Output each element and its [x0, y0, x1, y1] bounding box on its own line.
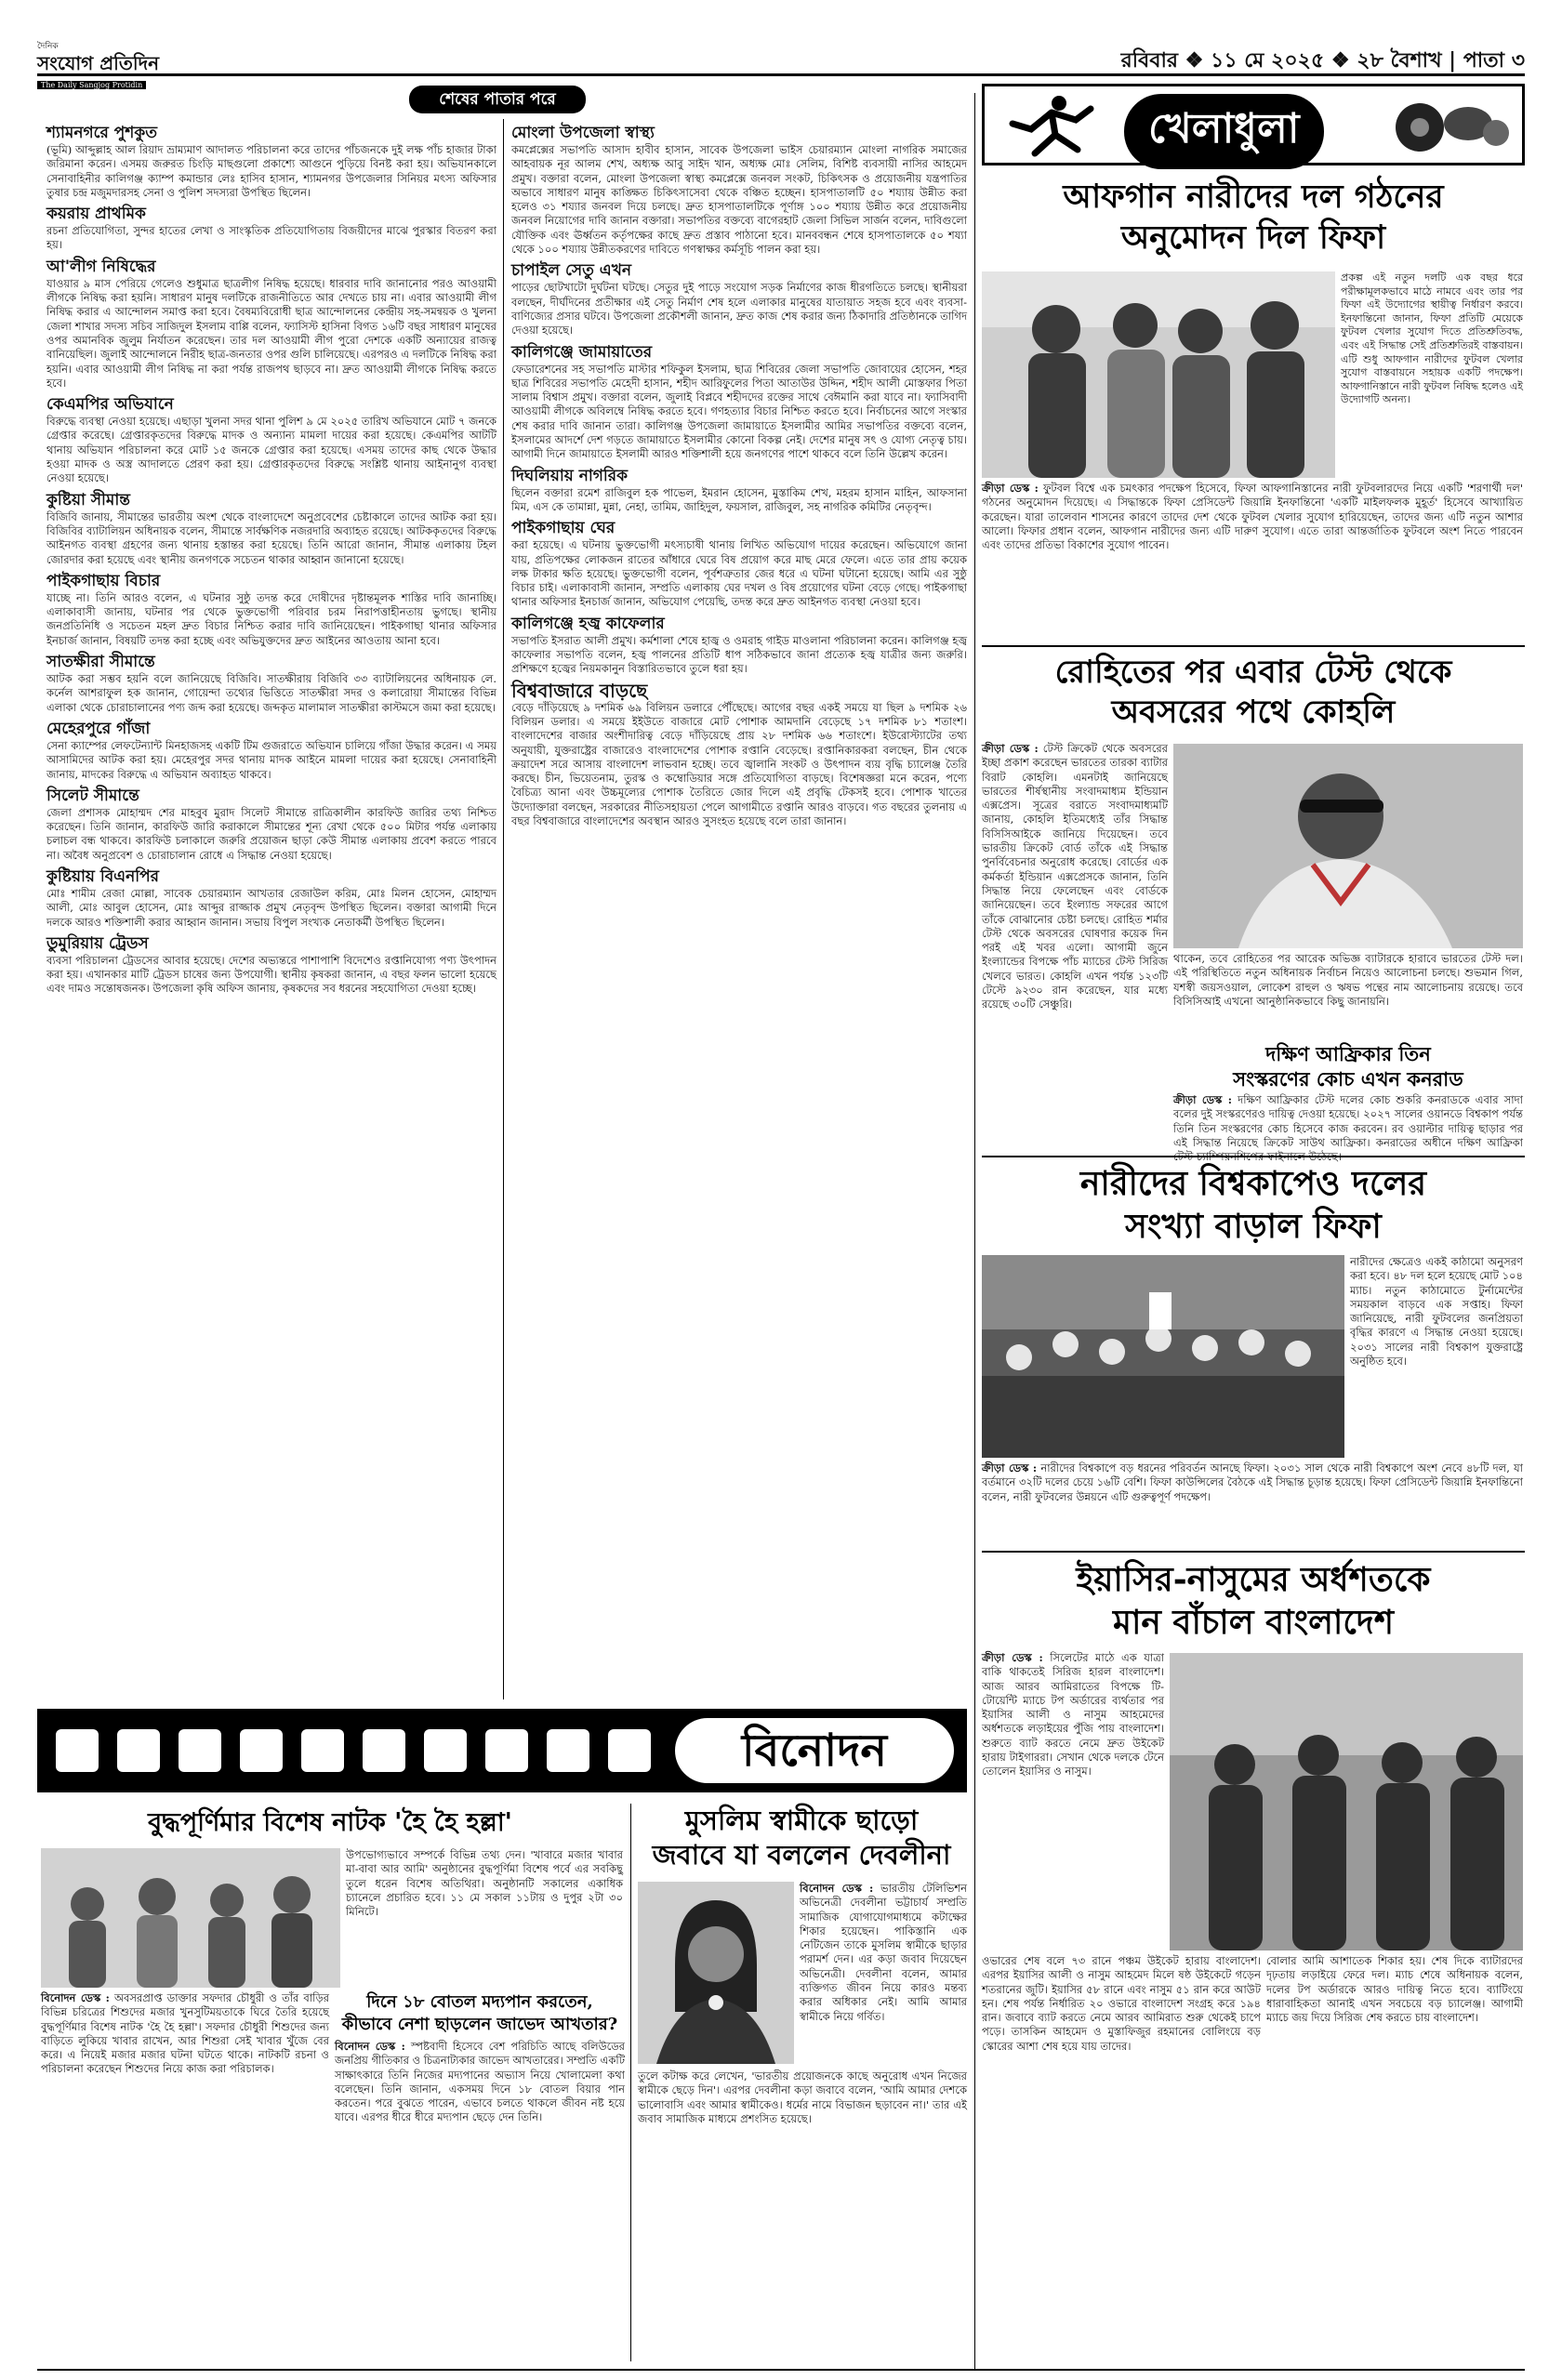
story-head: কুষ্টিয়ায় বিএনপির: [46, 866, 159, 886]
story-head: বিশ্ববাজারে বাড়ছে: [511, 679, 648, 702]
article-text: টেস্ট ক্রিকেট থেকে অবসরের ইচ্ছা প্রকাশ করেছেন ভারতের তারকা ব্যাটার বিরাট কোহলি। এমনটাই জানিয়েছে ভারতের শীর্ষস্থানীয় সংবাদমাধ্যম ইন্ডিয়ান এক্সপ্রেস। সূত্রের বরাতে সংবাদমাধ্যমটি জানায়, কোহলি ইতিমধ্যেই তাঁর সিদ্ধান্ত বিসিসিআইকে জানিয়ে দিয়েছেন। তবে ভারতীয় ক্রিকেট বোর্ড তাঁকে এই সিদ্ধান্ত পুনর্বিবেচনার অনুরোধ করেছে। বোর্ডের এক কর্মকর্তা ইন্ডিয়ান এক্সপ্রেসকে জানান, তিনি সিদ্ধান্ত নিয়ে ফেলেছেন এবং বোর্ডকে জানিয়েছেন। তবে ইংল্যান্ড সফরের আগে তাঁকে বোঝানোর চেষ্টা চলছে। রোহিত শর্মার টেস্ট থেকে অবসরের ঘোষণার কয়েক দিন পরই এই খবর এলো। আগামী জুনে ইংল্যান্ডের বিপক্ষে পাঁচ ম্যাচের টেস্ট সিরিজ খেলবে ভারত। কোহলি এখন পর্যন্ত ১২৩টি টেস্টে ৯২৩০ রান করেছেন, যার মধ্যে রয়েছে ৩০টি সেঞ্চুরি।: [982, 742, 1168, 1012]
article-text: সিলেটের মাঠে এক যাত্রা বাকি থাকতেই সিরিজ হারল বাংলাদেশ। আজ আরব আমিরাতের বিপক্ষে টি-টোয়েন্টি ম্যাচে টপ অর্ডারের ব্যর্থতার পর ইয়াসির আলী ও নাসুম আহমেদের অর্ধশতকে লড়াইয়ের পুঁজি পায় বাংলাদেশ। শুরুতে ব্যাট করতে নেমে দ্রুত উইকেট হারায় টাইগাররা। সেখান থেকে দলকে টেনে তোলেন ইয়াসির ও নাসুম।: [982, 1651, 1164, 1778]
runner-icon: [994, 92, 1105, 159]
article-byline: ক্রীড়া ডেস্ক :: [982, 1461, 1038, 1474]
story-body: বিরুদ্ধে ব্যবস্থা নেওয়া হয়েছে। এছাড়া খুলনা সদর থানা পুলিশ ৯ মে ২০২৫ তারিখ অভিযানে মোট ৭ জনকে গ্রেপ্তার করেছে। গ্রেপ্তারকৃতদের বিরুদ্ধে মাদক ও অন্যান্য মামলা দায়ের করা হয়েছে। কেএমপির আটটি থানায় অভিযান পরিচালনা করে মোট ১৫ জনকে গ্রেপ্তার করা হয়েছে। এসময় তাদের কাছ থেকে উদ্ধার হওয়া মাদক ও অস্ত্র আদালতে প্রেরণ করা হয়। গ্রেপ্তারকৃতদের বিরুদ্ধে সংশ্লিষ্ট থানায় আইনানুগ ব্যবস্থা নেওয়া হয়েছে।: [46, 415, 496, 485]
article-headline: [982, 1558, 1525, 1644]
article-byline: ক্রীড়া ডেস্ক :: [982, 742, 1039, 755]
film-hole: [179, 1729, 221, 1772]
story-body: সেনা ক্যাম্পের লেফটেন্যান্ট মিনহাজসহ একটি টিম গুজরাতে অভিযান চালিয়ে গাঁজা উদ্ধার করেন। এ সময় আসামিদের আটক করা হয়। মেহেরপুর সদর থানায় মাদক আইনে মামলা দায়ের করা হয়েছে। সেনাবাহিনী জানায়, মাদকের বিরুদ্ধে এ অভিযান অব্যাহত থাকবে।: [46, 738, 496, 781]
article-divider: [982, 645, 1525, 647]
film-hole: [547, 1729, 589, 1772]
entertainment-title: বিনোদন: [675, 1718, 954, 1783]
story-body: পাড়ের ছোটখাটো দুর্ঘটনা ঘটছে। সেতুর দুই পাড়ে সংযোগ সড়ক নির্মাণের কাজ ধীরগতিতে চলছে। স্থানীয়রা বলছেন, দীর্ঘদিনের প্রতীক্ষার এই সেতু নির্মাণ শেষ হলে এলাকার মানুষের যাতায়াত সহজ হবে এবং ব্যবসা-বাণিজ্যের প্রসার ঘটবে। উপজেলা প্রকৌশলী জানান, দ্রুত কাজ শেষ করার জন্য ঠিকাদারি প্রতিষ্ঠানকে তাগিদ দেওয়া হয়েছে।: [511, 281, 967, 337]
article-byline: ক্রীড়া ডেস্ক :: [982, 482, 1039, 495]
story-head: কালিগঞ্জে হজ্ব কাফেলার: [511, 614, 665, 633]
film-hole: [56, 1729, 99, 1772]
story-head: ডুমুরিয়ায় ট্রেডস: [46, 933, 149, 953]
article-body: [982, 742, 1168, 1151]
column-divider: [503, 119, 504, 1699]
photo-graphic: [1173, 744, 1523, 948]
article-headline: [982, 177, 1525, 258]
article-headline: বুদ্ধপূর্ণিমার বিশেষ নাটক 'হৈ হৈ হল্লা': [148, 1808, 512, 1837]
story-body: মোঃ শামীম রেজা মোল্লা, সাবেক চেয়ারম্যান আখতার রেজাউল করিম, মোঃ মিলন হোসেন, মোহাম্মদ আলী, মোঃ আবুল হোসেন, মোঃ আব্দুর রাজ্জাক প্রমুখ নেতৃবৃন্দ উপস্থিত ছিলেন। বক্তারা আগামী দিনে দলকে আরও শক্তিশালী করার আহ্বান জানান। সভায় বিপুল সংখ্যক নেতাকর্মী উপস্থিত ছিলেন।: [46, 886, 496, 929]
story-body: বিজিবি জানায়, সীমান্তের ভারতীয় অংশ থেকে বাংলাদেশে অনুপ্রবেশের চেষ্টাকালে তাদের আটক করা হয়। বিজিবির ব্যাটালিয়ন অধিনায়ক বলেন, সীমান্তে সার্বক্ষণিক নজরদারি অব্যাহত রয়েছে। আটককৃতদের বিরুদ্ধে আইনগত ব্যবস্থা গ্রহণের জন্য থানায় হস্তান্তর করা হয়েছে। তিনি আরো জানান, সীমান্ত এলাকায় টহল জোরদার করা হয়েছে এবং স্থানীয় জনগণকে সচেতন থাকার আহ্বান জানানো হয়েছে।: [46, 509, 496, 566]
story-body: আটক করা সম্ভব হয়নি বলে জানিয়েছে বিজিবি। সাতক্ষীরায় বিজিবি ৩৩ ব্যাটালিয়নের অধিনায়ক লে. কর্নেল আশরাফুল হক জানান, গোয়েন্দা তথ্যের ভিত্তিতে সাতক্ষীরা সদর ও কলারোয়া সীমান্তের বিভিন্ন এলাকা থেকে চোরাচালানের পণ্য জব্দ করা হয়েছে। জব্দকৃত মালামাল সাতক্ষীরা কাস্টমসে জমা করা হয়েছে।: [46, 672, 496, 714]
headline-line: অনুমোদন দিল ফিফা: [1120, 218, 1386, 257]
headline-line: আফগান নারীদের দল গঠনের: [1063, 178, 1444, 216]
article-text: ফুটবল বিশ্বে এক চমৎকার পদক্ষেপ হিসেবে, ফিফা আফগানিস্তানের নারী ফুটবলারদের নিয়ে একটি 'শরণার্থী দল' গঠনের অনুমোদন দিয়েছে। এ সিদ্ধান্তকে ফিফা প্রেসিডেন্ট জিয়ান্নি ইনফান্তিনো 'একটি মাইলফলক মুহূর্ত' হিসেবে আখ্যায়িত করেছেন। যারা তালেবান শাসনের কারণে তাদের দেশ থেকে ফুটবল খেলার সুযোগ হারিয়েছেন, তাদের জন্য এটি নতুন আশার আলো। ফিফার প্রধান বলেন, আফগান নারীদের জন্য এটি দারুণ সুযোগ। এতে তারা আন্তর্জাতিক ফুটবলে অংশ নিতে পারবেন এবং তাদের প্রতিভা বিকাশের সুযোগ পাবেন।: [982, 482, 1524, 552]
article-body-bottom-right: বোলার আমি আশাতেক শিকার হয়। শেষ দিকে ব্যাটারদের দৃঢ়তায় লড়াইয়ে ফেরে দল। ম্যাচ শেষে অধিনায়ক বলেন, দলের টপ অর্ডারকে আরও দায়িত্ব নিতে হবে। ব্যাটিংয়ে ধারাবাহিকতা আনাই এখন সবচেয়ে বড় চ্যালেঞ্জ। আগামী ম্যাচে জয় দিয়ে সিরিজ শেষ করতে চায় বাংলাদেশ।: [1266, 1954, 1523, 2025]
article-body: [982, 482, 1523, 641]
middle-column: [511, 119, 967, 1699]
headline-line: ইয়াসির-নাসুমের অর্ধশতকে: [1076, 1560, 1431, 1599]
headline-line: জবাবে যা বললেন দেবলীনা: [652, 1839, 951, 1871]
article-headline: [982, 1162, 1525, 1248]
brand-top: দৈনিক: [37, 42, 59, 51]
film-hole: [240, 1729, 283, 1772]
article-text: দক্ষিণ আফ্রিকার টেস্ট দলের কোচ শুকরি কনরাডকে এবার সাদা বলের দুই সংস্করণেরও দায়িত্ব দেওয়া হয়েছে। ২০২৭ সালের ওয়ানডে বিশ্বকাপ পর্যন্ত তিনি তিন সংস্করণের কোচ হিসেবে কাজ করবেন। রব ওয়াল্টার দায়িত্ব ছাড়ার পর এই সিদ্ধান্ত নিয়েছে ক্রিকেট সাউথ আফ্রিকা। কনরাডের অধীনে দক্ষিণ আফ্রিকা: [1173, 1093, 1523, 1149]
masthead: [37, 39, 1525, 89]
story-body: যাচ্ছে না। তিনি আরও বলেন, এ ঘটনার সুষ্ঠু তদন্ত করে দোষীদের দৃষ্টান্তমূলক শাস্তির দাবি জানাচ্ছি। এলাকাবাসী জানায়, ঘটনার পর থেকে ভুক্তভোগী পরিবার চরম নিরাপত্তাহীনতায় ভুগছে। স্থানীয় জনপ্রতিনিধি ও সচেতন মহল দ্রুত বিচার নিশ্চিত করার দাবি জানিয়েছেন। পাইকগাছা থানার অফিসার ইনচার্জ জানান, বিষয়টি তদন্ত করা হচ্ছে এবং অভিযুক্তদের দ্রুত আইনের আওতায় আনা হবে।: [46, 590, 496, 647]
headline-line: কীভাবে নেশা ছাড়লেন জাভেদ আখতার?: [341, 2015, 618, 2034]
article-text: ভারতীয় টেলিভিশন অভিনেত্রী দেবলীনা ভট্টাচার্য সম্প্রতি সামাজিক যোগাযোগমাধ্যমে কটাক্ষের শিকার হয়েছেন। পাকিস্তানি এক নেটিজেন তাকে মুসলিম স্বামীকে ছাড়ার পরামর্শ দেন। এর কড়া জবাব দিয়েছেন অভিনেত্রী। দেবলীনা বলেন, আমার ব্যক্তিগত জীবন নিয়ে কারও মন্তব্য করার অধিকার নেই। আমি আমার স্বামীকে নিয়ে গর্বিত।: [800, 1882, 967, 2023]
article-byline: ক্রীড়া ডেস্ক :: [1173, 1093, 1233, 1106]
continued-banner: শেষের পাতার পরে: [409, 86, 586, 113]
article-body: [982, 1651, 1164, 1949]
story-head: আ'লীগ নিষিদ্ধের: [46, 257, 156, 276]
story-body: যাওয়ার ৯ মাস পেরিয়ে গেলেও শুধুমাত্র ছাত্রলীগ নিষিদ্ধ হয়েছে। ধারবার দাবি জানানোর পরও আওয়ামী লীগকে নিষিদ্ধ করা হয়নি। সাধারণ মানুষ দলটিকে রাজনীতিতে আর দেখতে চায় না। এবার আওয়ামী লীগ নিষিদ্ধ করার এ আন্দোলন সমাপ্ত করা হবে। বৈষম্যবিরোধী ছাত্র আন্দোলনের কেন্দ্রীয় সহ-সমন্বয়ক ও খুলনা জেলা শাখার সদস্য সচিব সাজিদুল ইসলাম বাপ্পি বলেন, ফ্যাসিস্ট হাসিনা বিগত ১৬টি বছর সাধারণ মানুষের ওপর অমানবিক জুলুম নির্যাতন করেছেন। তার দল আওয়ামী লীগ পুরো দেশকে একটি অন্যায়ের রাজত্ব বানিয়েছিল। জুলাই আন্দোলনে নিরীহ ছাত্র-জনতার ওপর গুলি চালিয়েছে। এরপরও এ দলটিকে নিষিদ্ধ করা হয়নি। এবার আওয়ামী লীগ নিষিদ্ধ না করা পর্যন্ত রাজপথ ছাড়বে না। দ্রুত আওয়ামী লীগকে নিষিদ্ধ করতে হবে।: [46, 276, 496, 390]
article-body-right: থাকেন, তবে রোহিতের পর আরেক অভিজ্ঞ ব্যাটারকে হারাবে ভারতের টেস্ট দল। এই পরিস্থিতিতে নতুন অধিনায়ক নির্বাচন নিয়েও আলোচনা চলছে। শুভমান গিল, যশস্বী জয়সওয়াল, লোকেশ রাহুল ও ঋষভ পন্থের নাম আলোচনায় রয়েছে। তবে বিসিসিআই এখনো আনুষ্ঠানিকভাবে কিছু জানায়নি।: [1173, 952, 1523, 1008]
story-head: কালিগঞ্জে জামায়াতের: [511, 342, 653, 362]
article-byline: বিনোদন ডেস্ক :: [335, 2040, 405, 2053]
article-side: নারীদের ক্ষেত্রেও একই কাঠামো অনুসরণ করা হবে। ৪৮ দল হলে হয়েছে মোট ১০৪ ম্যাচ। নতুন কাঠামোতে টুর্নামেন্টের সময়কাল বাড়বে এক সপ্তাহ। ফিফা জানিয়েছে, নারী ফুটবলের জনপ্রিয়তা বৃদ্ধির কারণে এ সিদ্ধান্ত নেওয়া হয়েছে। ২০৩১ সালের নারী বিশ্বকাপ যুক্তরাষ্ট্রে অনুষ্ঠিত হবে।: [1350, 1255, 1523, 1368]
story-body: (ভূমি) আব্দুল্লাহ আল রিয়াদ ভ্রাম্যমাণ আদালত পরিচালনা করে তাদের পাঁচজনকে দুই লক্ষ পাঁচ হাজার টাকা জরিমানা করেন। এসময় জরুরত চিংড়ি মাছগুলো প্রকাশ্যে আগুনে পুড়িয়ে বিনষ্ট করা হয়। অভিযানকালে সেনাবাহিনীর কালিগঞ্জ ক্যাম্প কমান্ডার লেঃ হাসিব হাসান, শ্যামনগর উপজেলার সিনিয়র মৎস্য অফিসার তুষার চন্দ্র মজুমদারসহ সেনা ও পুলিশ সদস্যরা উপস্থিত ছিলেন।: [46, 143, 496, 199]
photo-graphic: [41, 1848, 340, 1988]
sports-title: খেলাধুলা: [1124, 94, 1324, 169]
film-hole: [608, 1729, 651, 1772]
article-divider: [982, 1156, 1525, 1157]
article-body-bottom: তুলে কটাক্ষ করে লেখেন, 'ভারতীয় প্রয়োজনকে কাছে অনুরোধ এখন নিজের স্বামীকে ছেড়ে দিন'। এরপর দেবলীনা কড়া জবাবে বলেন, 'আমি আমার দেশকে ভালোবাসি এবং আমার স্বামীকেও। ধর্মের নামে বিভাজন ছড়াবেন না।' তার এই জবাব সামাজিক মাধ্যমে প্রশংসিত হয়েছে।: [638, 2069, 967, 2125]
photo-graphic: [982, 1255, 1344, 1458]
article-divider: [982, 1551, 1525, 1553]
headline-line: সংখ্যা বাড়াল ফিফা: [1125, 1207, 1382, 1246]
headline-line: মান বাঁচাল বাংলাদেশ: [1112, 1603, 1395, 1642]
article-headline: [1173, 1041, 1523, 1091]
headline-line: মুসলিম স্বামীকে ছাড়ো: [684, 1805, 919, 1836]
story-body: করা হয়েছে। এ ঘটনায় ভুক্তভোগী মৎস্যচাষী থানায় লিখিত অভিযোগ দায়ের করেছেন। অভিযোগে জানা যায়, প্রতিপক্ষের লোকজন রাতের আঁধারে ঘেরে বিষ প্রয়োগ করে মাছ মেরে ফেলে। এতে তার প্রায় কয়েক লক্ষ টাকার ক্ষতি হয়েছে। ভুক্তভোগী বলেন, পূর্বশত্রুতার জের ধরে এ ঘটনা ঘটানো হয়েছে। আমি এর সুষ্ঠু বিচার চাই। এলাকাবাসী জানান, সম্প্রতি এলাকায় ঘের দখল ও বিষ প্রয়োগের ঘটনা বেড়ে গেছে। পাইকগাছা থানার অফিসার ইনচার্জ জানান, অভিযোগ পেয়েছি, তদন্ত করে দ্রুত আইনগত ব্যবস্থা নেওয়া হবে।: [511, 538, 967, 609]
article-body: [1173, 1093, 1523, 1151]
film-hole: [424, 1729, 467, 1772]
film-hole: [485, 1729, 528, 1772]
date-line: রবিবার ❖ ১১ মে ২০২৫ ❖ ২৮ বৈশাখ | পাতা ৩: [1120, 48, 1525, 73]
article-byline: বিনোদন ডেস্ক :: [41, 1991, 110, 2004]
kohli-photo: [1173, 744, 1523, 948]
page-bottom-rule: [37, 2369, 1525, 2371]
headline-line: সংস্করণের কোচ এখন কনরাড: [1233, 1067, 1463, 1091]
article-text: স্পষ্টবাদী হিসেবে বেশ পরিচিতি আছে বলিউডের জনপ্রিয় গীতিকার ও চিত্রনাট্যকার জাভেদ আখতারের। সম্প্রতি একটি সাক্ষাৎকারে তিনি নিজের মদ্যপানের অভ্যাস নিয়ে খোলামেলা কথা বলেছেন। তিনি জানান, একসময় দিনে ১৮ বোতল বিয়ার পান করতেন। পরে বুঝতে পারেন, এভাবে চলতে থাকলে জীবন নষ্ট হয়ে যাবে। এরপর ধীরে ধীরে মদ্যপান ছেড়ে দেন তিনি।: [335, 2040, 625, 2124]
article-body: [41, 1991, 329, 2363]
story-head: কুষ্টিয়া সীমান্ত: [46, 490, 130, 509]
brand-name: সংযোগ প্রতিদিন: [37, 52, 160, 74]
left-column: [46, 119, 496, 1699]
story-head: কয়রায় প্রাথমিক: [46, 205, 146, 224]
story-head: কেএমপির অভিযানে: [46, 395, 174, 415]
story-body: ফেডারেশনের সহ সভাপতি মাস্টার শফিকুল ইসলাম, ছাত্র শিবিরের জেলা সভাপতি জোবায়ের হোসেন, শহর ছাত্র শিবিরের সভাপতি মেহেদী হাসান, শহীদ আরিফুলের পিতা আতাউর উদ্দিন, শহীদ আলী মোস্তফার পিতা সালাম বিশ্বাস প্রমুখ। বক্তারা বলেন, জুলাই বিপ্লবে শহীদদের রক্তের সাথে বেঈমানি করা যাবে না। ফ্যাসিবাদী আওয়ামী লীগকে অবিলম্বে নিষিদ্ধ করতে হবে। গণহত্যার বিচার নিশ্চিত করতে হবে। নির্বাচনের আগে সংস্কার শেষ করার দাবি জানান তারা। কালিগঞ্জ উপজেলা জামায়াতে ইসলামীর আমির সভাপতির বক্তব্যে বলেন, ইসলামের আদর্শে দেশ গড়তে জামায়াতে ইসলামীর কোনো বিকল্প নেই। দেশের মানুষ সৎ ও যোগ্য নেতৃত্ব চায়। আগামী দিনে জামায়াতে ইসলামী আরও শক্তিশালী হয়ে জনগণের পাশে থাকবে বলে তিনি উল্লেখ করেন।: [511, 362, 967, 461]
sports-section-header: [982, 84, 1525, 165]
story-body: রচনা প্রতিযোগিতা, সুন্দর হাতের লেখা ও সাংস্কৃতিক প্রতিযোগিতায় বিজয়ীদের মাঝে পুরস্কার বিতরণ করা হয়।: [46, 224, 496, 252]
women-world-cup-photo: [982, 1255, 1344, 1458]
story-head: দিঘলিয়ায় নাগরিক: [511, 466, 629, 485]
article-byline: ক্রীড়া ডেস্ক :: [982, 1651, 1043, 1664]
film-hole: [301, 1729, 344, 1772]
story-body: জেলা প্রশাসক মোহাম্মদ শের মাহবুব মুরাদ সিলেট সীমান্তে রাত্রিকালীন কারফিউ জারির তথ্য নিশ্চিত করেছেন। তিনি জানান, কারফিউ জারি করাকালে সীমান্তের শূন্য রেখা থেকে ৫০০ মিটার পর্যন্ত এলাকায় চলাচল বন্ধ থাকবে। কারফিউ চলাকালে জরুরি প্রয়োজন ছাড়া কেউ সীমান্ত এলাকায় প্রবেশ করতে পারবে না। অবৈধ অনুপ্রবেশ ও চোরাচালান রোধে এ সিদ্ধান্ত নেওয়া হয়েছে।: [46, 805, 496, 862]
newspaper-logo: [37, 39, 159, 91]
story-body: বেড়ে দাঁড়িয়েছে ৯ দশমিক ৬৯ বিলিয়ন ডলারে পৌঁছেছে। আগের বছর একই সময়ে যা ছিল ৯ দশমিক ২৬ বিলিয়ন ডলার। এ সময়ে ইইউতে বাজারে মোট পোশাক আমদানি বেড়েছে ১৭ দশমিক ৮১ শতাংশ। বাংলাদেশের বাজার অংশীদারিত্ব বেড়ে দাঁড়িয়েছে প্রায় ২৮ দশমিক ৬৬ শতাংশে। ইউরোস্ট্যাটের তথ্য অনুযায়ী, যুক্তরাষ্ট্রের বাজারেও বাংলাদেশের পোশাক রপ্তানি বেড়েছে। রপ্তানিকারকরা বলছেন, চীন থেকে ক্রয়াদেশ সরে আসায় বাংলাদেশ লাভবান হচ্ছে। তবে জ্বালানি সংকট ও উৎপাদন ব্যয় বৃদ্ধি চ্যালেঞ্জ তৈরি করছে। চীন, ভিয়েতনাম, তুরস্ক ও কম্বোডিয়ার সঙ্গে প্রতিযোগিতা বাড়ছে। বিশেষজ্ঞরা মনে করেন, পণ্যে বৈচিত্র্য আনা এবং উচ্চমূল্যের পোশাক তৈরিতে জোর দিলে এই প্রবৃদ্ধি টেকসই হবে। পোশাক খাতের উদ্যোক্তারা বলছেন, সরকারের নীতিসহায়তা পেলে আগামীতে রপ্তানি আরও বাড়বে। গত বছরের তুলনায় এ বছর বিশ্ববাজারে বাংলাদেশের অবস্থান আরও সুসংহত হয়েছে বলে তারা জানান।: [511, 700, 967, 827]
balls-icon: [1392, 96, 1513, 157]
drama-cast-photo: [41, 1848, 340, 1988]
headline-line: অবসরের পথে কোহলি: [1111, 694, 1396, 731]
column-divider: [630, 1804, 631, 2361]
story-body: সভাপতি ইসরাত আলী প্রমুখ। কর্মশালা শেষে হাজ্ব ও ওমরাহ গাইড মাওলানা পরিচালনা করেন। কালিগঞ্জ হজ্ব কাফেলার সভাপতি বলেন, হজ্ব পালনের প্রতিটি ধাপ সঠিকভাবে জানা প্রত্যেক হজ্ব যাত্রীর জন্য জরুরি। প্রশিক্ষণে হজ্বের নিয়মকানুন বিস্তারিতভাবে তুলে ধরা হয়।: [511, 633, 967, 676]
story-head: শ্যামনগরে পুশকুত: [46, 124, 157, 142]
story-body: ব্যবসা পরিচালনা ট্রেডসের আবার হয়েছে। দেশের অভ্যন্তরে পাশাপাশি বিদেশেও রপ্তানিযোগ্য পণ্য উৎপাদন করা হয়। এখানকার মাটি ট্রেডস চাষের জন্য উপযোগী। স্থানীয় কৃষকরা জানান, এ বছর ফলন ভালো হয়েছে এবং দামও সন্তোষজনক। উপজেলা কৃষি অফিস জানায়, কৃষকদের সব ধরনের সহযোগিতা দেওয়া হচ্ছে।: [46, 953, 496, 996]
column-divider: [974, 93, 975, 2371]
article-text: অবসরপ্রাপ্ত ডাক্তার সফদার চৌধুরী ও তাঁর বাড়ির বিভিন্ন চরিত্রের শিশুদের মজার খুনসুটিময়তাকে ঘিরে তৈরি হয়েছে বুদ্ধপূর্ণিমার বিশেষ নাটক 'হৈ হৈ হল্লা'। সফদার চৌধুরী শিশুদের জন্য বাড়িতে লুকিয়ে খাবার রাখেন, আর শিশুরা সেই খাবার খুঁজে বের করে। এ নিয়েই মজার মজার ঘটনা ঘটতে থাকে। নাটকটি রচনা ও পরিচালনা করেছেন শিশুদের নিয়ে কাজ করা পরিচালক।: [41, 1991, 329, 2076]
article-headline: [335, 1991, 625, 2036]
story-head: মেহেরপুরে গাঁজা: [46, 719, 151, 738]
photo-graphic: [1170, 1653, 1523, 1950]
article-headline: [636, 1804, 967, 1872]
article-headline: [982, 653, 1525, 733]
headline-line: দিনে ১৮ বোতল মদ্যপান করতেন,: [366, 1992, 593, 2012]
entertainment-banner: [37, 1709, 967, 1792]
afghan-women-photo: [982, 271, 1335, 478]
article-body: [800, 1882, 967, 2064]
article-side: প্রকল্প এই নতুন দলটি এক বছর ধরে পরীক্ষামূলকভাবে মাঠে নামবে এবং তার পর ফিফা এই উদ্যোগের স্থায়ীত্ব নির্ধারণ করবে। ইনফান্তিনো জানান, ফিফা প্রতিটি মেয়েকে ফুটবল খেলার সুযোগ দিতে প্রতিশ্রুতিবদ্ধ, এবং এই সিদ্ধান্ত সেই প্রতিশ্রুতিরই বাস্তবায়ন। এটি শুধু আফগান নারীদের ফুটবল খেলার সুযোগ বাস্তবায়নে সহায়ক একটি পদক্ষেপ। আফগানিস্তানে নারী ফুটবল নিষিদ্ধ হলেও এই উদ্যোগটি অনন্য।: [1341, 271, 1523, 406]
story-head: পাইকগাছায় ঘের: [511, 519, 616, 538]
article-body-bottom: ওভারের শেষ বলে ৭৩ রানে পঞ্চম উইকেট হারায় বাংলাদেশ। এরপর ইয়াসির আলী ও নাসুম আহমেদ মিলে ষষ্ঠ উইকেটে গড়েন শতরানের জুটি। ইয়াসির ৫৮ রানে এবং নাসুম ৫১ রান করে আউট হন। শেষ পর্যন্ত নির্ধারিত ২০ ওভারে বাংলাদেশ সংগ্রহ করে ১৯৪ রান। জবাবে ব্যাট করতে নেমে আরব আমিরাত শুরু থেকেই চাপে পড়ে। তাসকিন আহমেদ ও মুস্তাফিজুর রহমানের বোলিংয়ে বড় স্কোরের আশা শেষ হয়ে যায় তাদের।: [982, 1954, 1261, 2053]
story-head: মোংলা উপজেলা স্বাস্থ্য: [511, 124, 655, 142]
article-body: [982, 1461, 1523, 1547]
headline-line: দক্ষিণ আফ্রিকার তিন: [1265, 1042, 1431, 1065]
story-body: ছিলেন বক্তারা রমেশ রাজিবুল হক পাভেল, ইমরান হোসেন, মুস্তাকিম শেখ, মহরম হাসান মাহিন, আফসানা মিম, এস কে তামান্না, মুন্না, নেহা, তামিম, জাহিদুল, ফয়সাল, রাজিবুল, সহ নাগরিক কমিটির নেতৃবৃন্দ।: [511, 485, 967, 513]
story-head: সিলেট সীমান্তে: [46, 786, 139, 805]
story-head: চাপাইল সেতু এখন: [511, 261, 632, 281]
story-body: কমপ্লেক্সের সভাপতি আসাদ হাবীব হাসান, সাবেক উপজেলা ভাইস চেয়ারম্যান মোংলা নাগরিক সমাজের আহবায়ক নূর আলম শেখ, অধ্যক্ষ আবু সাইদ খান, অধ্যক্ষ মোঃ সেলিম, বিশিষ্ট ব্যবসায়ী নাসির আহমেদ প্রমুখ। বক্তারা বলেন, মোংলা উপজেলা স্বাস্থ্য কমপ্লেক্সে জনবল সংকট, চিকিৎসক ও প্রয়োজনীয় যন্ত্রপাতির অভাবে সাধারণ মানুষ কাঙ্ক্ষিত চিকিৎসাসেবা থেকে বঞ্চিত হচ্ছেন। হাসপাতালটি ৫০ শয্যায় উন্নীত করা হলেও ৩১ শয্যার জনবল দিয়ে চলছে। দ্রুত হাসপাতালটিকে পূর্ণাঙ্গ ১০০ শয্যায় উন্নীত করে প্রয়োজনীয় জনবল নিয়োগের দাবি জানান বক্তারা। সভাপতির বক্তব্যে বাগেরহাট জেলা সিভিল সার্জন বলেন, দাবিগুলো যৌক্তিক এবং ঊর্ধ্বতন কর্তৃপক্ষের কাছে দ্রুত প্রস্তাব পাঠানো হবে। মানববন্ধন শেষে হাসপাতালকে ৫০ শয্যা থেকে ১০০ শয্যায় উন্নীতকরণের দাবিতে গণস্বাক্ষর কর্মসূচি পালন করা হয়।: [511, 143, 967, 257]
film-hole: [363, 1729, 405, 1772]
story-head: সাতক্ষীরা সীমান্তে: [46, 653, 155, 672]
debleena-photo: [638, 1882, 794, 2064]
article-body: [335, 2040, 625, 2363]
story-head: পাইকগাছায় বিচার: [46, 571, 161, 590]
headline-line: রোহিতের পর এবার টেস্ট থেকে: [1054, 654, 1452, 691]
brand-sub: The Daily Sangjog Protidin: [37, 81, 146, 89]
film-hole: [117, 1729, 160, 1772]
bangladesh-cricket-photo: [1170, 1653, 1523, 1950]
headline-line: নারীদের বিশ্বকাপেও দলের: [1079, 1164, 1427, 1203]
article-text: নারীদের বিশ্বকাপে বড় ধরনের পরিবর্তন আনছে ফিফা। ২০৩১ সাল থেকে নারী বিশ্বকাপে অংশ নেবে ৪৮টি দল, যা বর্তমানে ৩২টি দলের চেয়ে ১৬টি বেশি। ফিফা কাউন্সিলের বৈঠকে এই সিদ্ধান্ত চূড়ান্ত হয়েছে। ফিফা প্রেসিডেন্ট জিয়ান্নি ইনফান্তিনো বলেন, নারী ফুটবলের উন্নয়নে এটি গুরুত্বপূর্ণ পদক্ষেপ।: [982, 1461, 1524, 1503]
photo-graphic: [638, 1882, 794, 2064]
photo-graphic: [982, 271, 1335, 478]
article-byline: বিনোদন ডেস্ক :: [800, 1882, 874, 1895]
article-body-right: উপভোগ্যভাবে সম্পর্কে বিভিন্ন তথ্য দেন। 'খাবারে মজার খাবার মা-বাবা আর আমি' অনুষ্ঠানের বুদ্ধপূর্ণিমা বিশেষ পর্বে এর সবকিছু তুলে ধরেন বিশেষ অতিথিরা। অনুষ্ঠানটি সকালের একাধিক চ্যানেলে প্রচারিত হবে। ১১ মে সকাল ১১টায় ও দুপুর ২টা ৩০ মিনিটে।: [346, 1848, 623, 1919]
